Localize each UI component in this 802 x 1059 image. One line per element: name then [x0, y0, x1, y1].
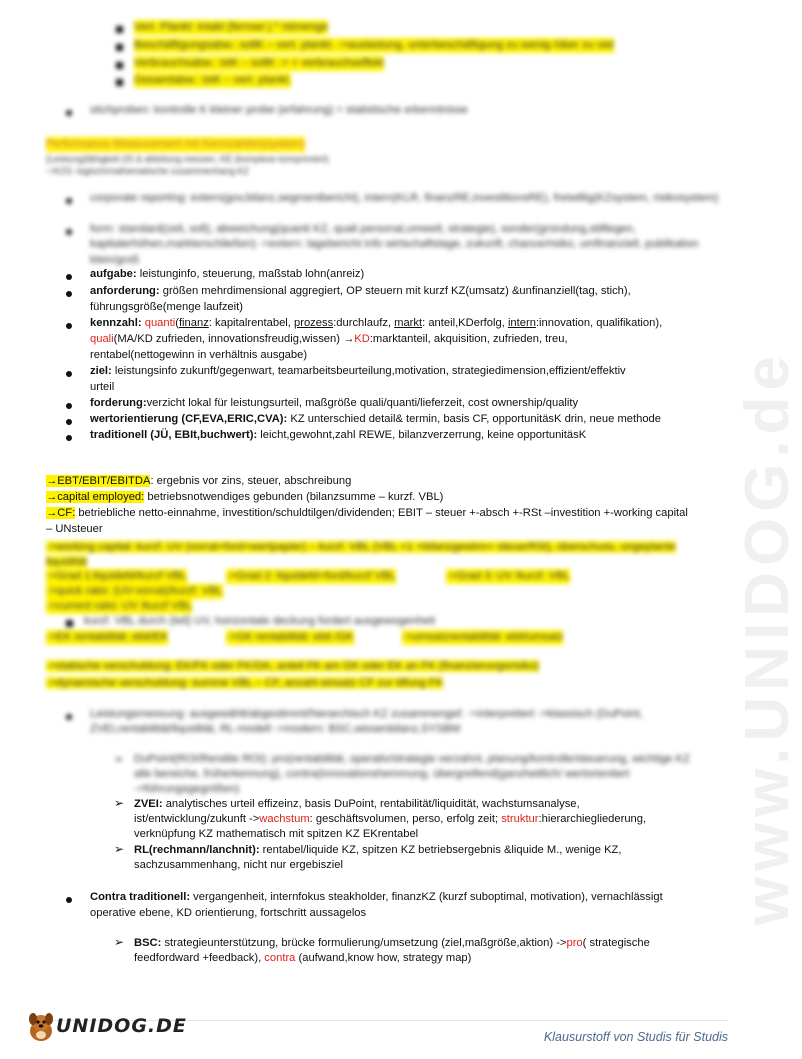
bullet-icon: [66, 291, 72, 297]
capital-line: [46, 490, 443, 505]
blur-line: ->current ratio: UV /kurzf VBL: [46, 599, 192, 614]
blur-text: ->dynamische verschuldung: summe VBL – CF, anzahl einsatz CF zur tilfung FK: [46, 677, 444, 689]
text-fragment: (: [175, 317, 179, 329]
text-fragment: (MA/KD zufrieden, innovationsfreudig,wissen): [113, 333, 344, 345]
item-continuation: verknüpfung KZ mathematisch mit spitzen KZ EKrentabel: [134, 828, 419, 840]
item-text: größen mehrdimensional aggregiert, OP steuern mit kurzf KZ(umsatz) &unfinanziell(tag, stich),: [159, 285, 631, 297]
capital-label: capital employed:: [57, 491, 145, 503]
item-anforderung: [90, 284, 631, 299]
arrow-icon: →: [343, 333, 355, 345]
blur-line: DuPoint(ROI/Rendite ROI): pro(rentabilität, operativ/strategie verzahnt, planung/kontrolle/steuerung, wichtige KZ: [134, 753, 690, 765]
cf-text: betriebliche netto-einnahme, investition/schuldtilgen/dividenden; EBIT – steuer +-absch +-RSt –investition +-working capital: [75, 507, 688, 519]
blur-subline: ->KZS: logisch/mathematische zusammenhang KZ: [46, 166, 249, 176]
bullet-icon: [66, 403, 72, 409]
item-continuation: [134, 951, 471, 966]
blur-line: kurzf. VBL durch (teil) UV, horizontale deckung fordert ausgewogenheit: [84, 615, 436, 627]
item-label: ZVEI:: [134, 798, 163, 810]
item-label: ziel:: [90, 365, 112, 377]
quanti-label: quanti: [144, 317, 176, 329]
blur-line: Gesamtabw.: istK – vert. plankt.: [134, 73, 291, 88]
item-text: strategieunterstützung, brücke formulierung/umsetzung (ziel,maßgröße,aktion) ->: [161, 937, 567, 949]
cf-line: [46, 506, 688, 521]
markt-label: markt: [394, 317, 423, 329]
ebit-highlight: [46, 475, 150, 487]
blur-text: ->statische verschuldung: EK/FK oder FK/GK, anteil FK am GK oder EK an FK (finanzierungsrisiko): [46, 660, 539, 672]
blur-heading: Performance Measurement mit Kennzahlen(system): [46, 137, 305, 152]
square-bullet-icon: [116, 62, 123, 69]
item-contra: [90, 890, 663, 905]
blur-line: ->EK rentabilität: ebit/EK: [46, 630, 168, 645]
blur-line: Vert. Plankt: intakt (fernsei ) * Istmenge: [134, 20, 328, 35]
bullet-icon: [66, 110, 72, 116]
item-text: rentabel/liquide KZ, spitzen KZ betriebsergebnis &liquide M., wenige KZ,: [259, 844, 622, 856]
text-fragment: feedfordward +feedback),: [134, 952, 265, 964]
text-fragment: : kapitalrentabel,: [208, 317, 294, 329]
item-label: anforderung:: [90, 285, 160, 297]
bullet-icon: [66, 274, 72, 280]
logo-text: UNIDOG.DE: [56, 1015, 187, 1038]
item-text: leistunginfo, steuerung, maßstab lohn(anreiz): [136, 268, 365, 280]
item-label: kennzahl:: [90, 317, 142, 329]
text-fragment: :innovation, qualifikation),: [535, 317, 663, 329]
footer-tagline: Klausurstoff von Studis für Studis: [543, 1029, 728, 1044]
text-fragment: (aufwand,know how, strategy map): [295, 952, 472, 964]
bullet-icon: [66, 714, 72, 720]
item-zvei: [134, 797, 580, 812]
item-continuation: sachzusammenhang, nicht nur ergebisziel: [134, 859, 343, 871]
pro-label: pro: [566, 937, 583, 949]
item-continuation: rentabel(nettogewinn in verhältnis ausgabe): [90, 349, 308, 361]
blur-line: corporate reporting: extern(gov,bilanz,segmentbericht), intern(KLR, finanzRE,investitionsRE), freiwillig(KZsystem, risikosystem): [90, 192, 719, 204]
item-text: KZ unterschied detail& termin, basis CF, opportunitäsK drin, neue methode: [287, 413, 661, 425]
item-continuation: operative ebene, KD orientierung, fortschritt aussagelos: [90, 907, 367, 919]
blur-subline: (Leistung)fähigkeit (IS & abteilung messen, KE (komplexe komprimiert): [46, 154, 329, 164]
capital-highlight: [46, 491, 144, 503]
contra-label: contra: [264, 952, 296, 964]
arrow-bullet-icon: ➢: [114, 935, 125, 949]
item-bsc: [134, 936, 650, 951]
item-label: traditionell (JÜ, EBIt,buchwert):: [90, 429, 258, 441]
blur-line: alle bereiche, früherkennung), contra(innovationshemmung, übergreifend(ganzheitlich/ wertorientiert: [134, 768, 630, 780]
item-rl: [134, 843, 621, 858]
blur-text: ->working capital: kurzf. UV (vorrat+ford+wertpapier) – kurzf. VBL (VBL <1 +bilanzgewinn+ steuerRSt), überschuss, ungeplante liquidität: [46, 541, 676, 569]
item-continuation: führungsgröße(menge laufzeit): [90, 301, 243, 313]
text-fragment: ist/entwicklung/zukunft ->: [134, 813, 260, 825]
blur-line: form: standard(zeit, soll), abweichung(quanti KZ, quali personal,umwelt, strategie), sonder(gründung,stilllegen, kapitalerhöhen,markterschließen) ->extern: lagebericht info wirtschaftslage, zukunft, chance/risiko, umfinanziell, publikation klein/groß: [90, 223, 699, 266]
square-bullet-icon: [116, 44, 123, 51]
item-continuation: [134, 812, 646, 827]
item-kennzahl: [90, 316, 662, 331]
ebit-line: [46, 474, 351, 489]
blur-line: Verbrauchsabw.: istK – sollK -> + verbrauchseffekt: [134, 56, 384, 71]
watermark: www.UNIDOG.de: [733, 350, 802, 926]
item-label: Contra traditionell:: [90, 891, 191, 903]
item-forderung: [90, 396, 578, 411]
item-wertorientierung: [90, 412, 661, 427]
blur-line: ->GK rentabilität: ebit /GK: [226, 630, 354, 645]
blur-line: stichproben: kontrolle K kleiner probe (erfahrung) = statistische erkenntnisse: [90, 104, 468, 116]
bullet-icon: [66, 435, 72, 441]
ebit-text: : ergebnis vor zins, steuer, abschreibung: [150, 475, 352, 487]
text-fragment: : anteil,KDerfolg,: [422, 317, 508, 329]
item-traditionell: [90, 428, 586, 443]
blur-line: ->quick ratio: (UV-vorrat)/kurzf. VBL: [46, 584, 223, 599]
item-label: RL(rechmann/lanchnit):: [134, 844, 260, 856]
quali-label: quali: [90, 333, 114, 345]
arrow-icon: →: [46, 507, 58, 519]
item-text: leistungsinfo zukunft/gegenwart, teamarbeitsbeurteilung,motivation, strategiedimension,effizient/effektiv: [111, 365, 626, 377]
blur-line: Beschäftigungsabw.: sollK – vert. plankt. ->auslastung, unterbeschäftigung zu wenig /über zu viel: [134, 38, 614, 53]
text-fragment: :marktanteil, akquisition, zufrieden, treu,: [369, 333, 568, 345]
item-text: vergangenheit, internfokus steakholder, finanzKZ (kurzf suboptimal, motivation), vernachlässigt: [190, 891, 663, 903]
arrow-bullet-icon: ➢: [114, 752, 125, 766]
blur-line: ->Grad 3: UV /kurzf. VBL: [446, 569, 570, 584]
wachstum-label: wachstum: [259, 813, 310, 825]
blur-line: ->führungsgegrößen): [134, 783, 240, 795]
arrow-bullet-icon: ➢: [114, 842, 125, 856]
blur-line: [46, 540, 716, 571]
bullet-icon: [66, 371, 72, 377]
cf-continuation: – UNsteuer: [46, 523, 103, 535]
item-text: analytisches urteil effizeinz, basis DuPoint, rentabilität/liquidität, wachstumsanalyse,: [162, 798, 580, 810]
item-label: BSC:: [134, 937, 162, 949]
blur-line: ->Grad 2: liquideM+ford/kurzf VBL: [226, 569, 396, 584]
text-fragment: :hierarchiegliederung,: [538, 813, 647, 825]
ebit-label: EBT/EBIT/EBITDA: [57, 475, 151, 487]
intern-label: intern: [507, 317, 536, 329]
square-bullet-icon: [116, 79, 123, 86]
finanz-label: finanz: [178, 317, 209, 329]
cf-highlight: [46, 507, 75, 519]
item-label: forderung:: [90, 397, 147, 409]
item-continuation: [90, 332, 568, 347]
item-text: leicht,gewohnt,zahl REWE, bilanzverzerrung, keine opportunitäsK: [257, 429, 587, 441]
capital-text: betriebsnotwendiges gebunden (bilanzsumme – kurzf. VBL): [144, 491, 444, 503]
item-label: wertorientierung (CF,EVA,ERIC,CVA):: [90, 413, 288, 425]
dog-mascot-icon: [26, 1011, 56, 1043]
blur-line: ->Grad 1:liquideM/kurzf VBL: [46, 569, 187, 584]
prozess-label: prozess: [294, 317, 334, 329]
item-text: verzicht lokal für leistungsurteil, maßgröße quali/quanti/lieferzeit, cost ownership/quality: [146, 397, 579, 409]
text-fragment: ( strategische: [582, 937, 650, 949]
text-fragment: :durchlaufz,: [333, 317, 395, 329]
item-ziel: [90, 364, 626, 379]
bullet-icon: [66, 419, 72, 425]
kd-label: KD: [354, 333, 370, 345]
text-fragment: : geschäftsvolumen, perso, erfolg zeit;: [309, 813, 502, 825]
blur-line: [46, 676, 443, 691]
bullet-icon: [66, 229, 72, 235]
cf-label: CF:: [57, 507, 76, 519]
item-aufgabe: [90, 267, 364, 282]
square-bullet-icon: [116, 26, 123, 33]
blur-line: Leistungsmessung: ausgewählt/abgestimmt/hierarchisch KZ zusammengef. ->interpretiert ->klassisch (DuPoint, ZVEI,rentabilität/liquidität, RL-modell ->modern: BSC,wissenbilanz,SYSBM: [90, 708, 643, 736]
bullet-icon: [66, 897, 72, 903]
bullet-icon: [66, 323, 72, 329]
arrow-bullet-icon: ➢: [114, 796, 125, 810]
item-label: aufgabe:: [90, 268, 137, 280]
struktur-label: struktur: [501, 813, 539, 825]
bullet-icon: [66, 198, 72, 204]
arrow-icon: →: [46, 491, 58, 503]
square-bullet-icon: [66, 620, 73, 627]
item-continuation: urteil: [90, 381, 115, 393]
arrow-icon: →: [46, 475, 58, 487]
blur-line: [46, 659, 539, 674]
unidog-logo[interactable]: [26, 1011, 187, 1043]
blur-line: ->umsatzrentabilität: ebit/umsatz: [402, 630, 563, 645]
